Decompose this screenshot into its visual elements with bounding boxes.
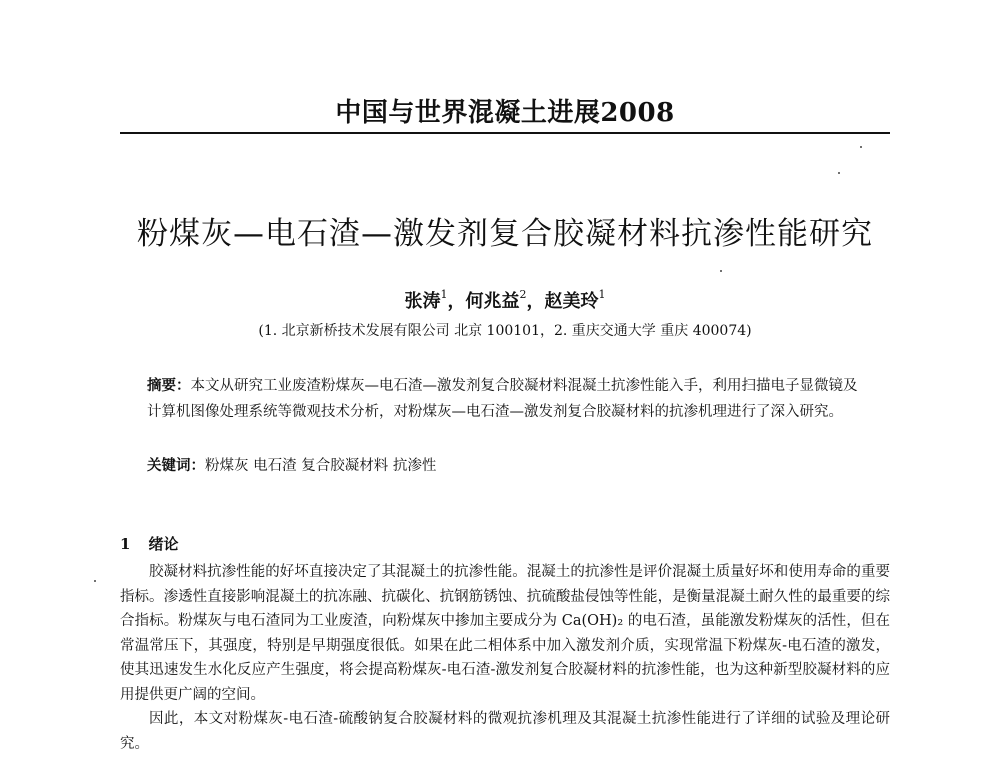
section-heading xyxy=(120,533,178,554)
body-paragraph: 胶凝材料抗渗性能的好坏直接决定了其混凝土的抗渗性能。混凝土的抗渗性是评价混凝土质量好坏和使用寿命的重要指标。渗透性直接影响混凝土的抗冻融、抗碳化、抗钢筋锈蚀、抗硫酸盐侵蚀等性能，是衡量混凝土耐久性的最重要的综合指标。粉煤灰与电石渣同为工业废渣，向粉煤灰中掺加主要成分为 Ca(OH)₂ 的电石渣，虽能激发粉煤灰的活性，但在常温常压下，其强度，特别是早期强度很低。如果在此二相体系中加入激发剂介质，实现常温下粉煤灰-电石渣的激发，使其迅速发生水化反应产生强度，将会提高粉煤灰-电石渣-激发剂复合胶凝材料的抗渗性能，也为这种新型胶凝材料的应用提供更广阔的空间。 xyxy=(120,564,890,703)
body-paragraph: 因此，本文对粉煤灰-电石渣-硫酸钠复合胶凝材料的微观抗渗机理及其混凝土抗渗性能进行了详细的试验及理论研究。 xyxy=(120,711,890,752)
scan-speck xyxy=(838,172,840,174)
running-header-title: 中国与世界混凝土进展2008 xyxy=(335,98,675,128)
keywords xyxy=(147,453,867,479)
scan-speck xyxy=(860,146,862,148)
author-name: 张涛 xyxy=(404,291,441,312)
keywords-label: 关键词： xyxy=(147,457,205,474)
author-separator: ， xyxy=(447,291,466,312)
author-affiliation-mark: 2 xyxy=(519,288,527,301)
header-rule xyxy=(120,132,890,134)
affiliation: (1. 北京新桥技术发展有限公司 北京 100101，2. 重庆交通大学 重庆 400074) xyxy=(258,323,752,339)
section-body xyxy=(120,560,890,756)
author-name: 赵美玲 xyxy=(544,291,599,312)
keywords-text: 粉煤灰 电石渣 复合胶凝材料 抗渗性 xyxy=(205,458,437,474)
scan-speck xyxy=(720,270,722,272)
paper-title: 粉煤灰—电石渣—激发剂复合胶凝材料抗渗性能研究 xyxy=(137,216,873,252)
author-name: 何兆益 xyxy=(465,291,520,312)
author-affiliation-mark: 1 xyxy=(440,288,448,301)
author-separator: ， xyxy=(526,291,545,312)
abstract-text: 本文从研究工业废渣粉煤灰—电石渣—激发剂复合胶凝材料混凝土抗渗性能入手，利用扫描电子显微镜及计算机图像处理系统等微观技术分析，对粉煤灰—电石渣—激发剂复合胶凝材料的抗渗机理进行了深入研究。 xyxy=(147,378,858,420)
abstract xyxy=(147,373,867,425)
section-title: 绪论 xyxy=(148,535,179,553)
author-affiliation-mark: 1 xyxy=(598,288,606,301)
section-number: 1 xyxy=(120,535,131,553)
abstract-label: 摘要： xyxy=(147,377,191,394)
scan-speck xyxy=(94,580,96,582)
author-list xyxy=(100,287,910,313)
